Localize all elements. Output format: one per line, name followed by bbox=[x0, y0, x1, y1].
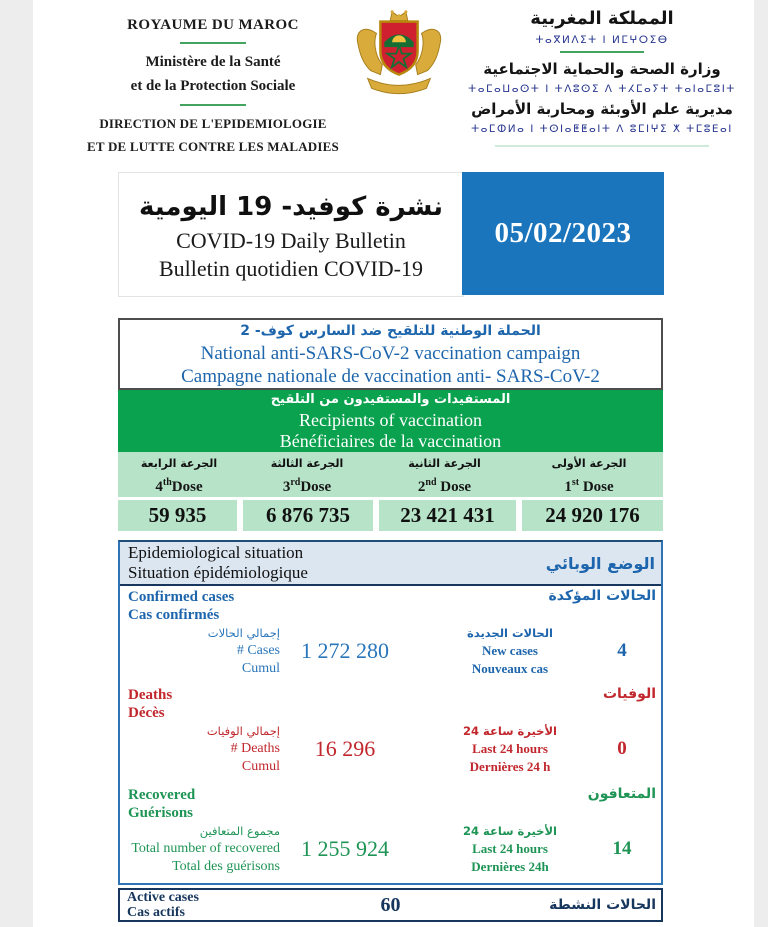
campaign-english: National anti-SARS-CoV-2 vaccination campaign bbox=[200, 343, 581, 364]
recovered-new-labels: 24 ساعة‎ الأخيرة Last 24 hours Dernières 24h bbox=[463, 824, 557, 874]
divider bbox=[560, 51, 644, 53]
page-margin-right bbox=[754, 0, 768, 927]
confirmed-cumulative-labels: إجمالي الحالات # Cases Cumul bbox=[207, 626, 280, 676]
confirmed-cumulative-value: 1 272 280 bbox=[301, 638, 389, 663]
direction-tifinagh: ⵜⴰⵎⵀⵍⴰ ⵏ ⵜⵙⵏⴰⵟⵟⴰⵏⵜ ⴷ ⵓⵎⵏⵖⵉ ⵅ ⵜⵎⵓⴹⴰⵏ bbox=[471, 123, 733, 135]
confirmed-title-arabic: الحالات المؤكدة bbox=[548, 588, 656, 604]
bulletin-title-english: COVID-19 Daily Bulletin bbox=[176, 227, 406, 253]
dose-header-row bbox=[118, 452, 663, 497]
deaths-section bbox=[120, 682, 661, 782]
deaths-title-latin: Deaths Décès bbox=[128, 687, 173, 721]
campaign-french: Campagne nationale de vaccination anti- SARS-CoV-2 bbox=[181, 366, 600, 387]
active-cases-arabic: الحالات النشطة bbox=[549, 897, 656, 913]
confirmed-new-value: 4 bbox=[617, 640, 627, 661]
confirmed-data-row bbox=[120, 624, 661, 678]
header-arabic-block bbox=[450, 6, 754, 147]
bulletin-title-arabic: نشرة كوفيد- 19 اليومية bbox=[138, 191, 444, 222]
dose-2nd-value: 23 421 431 bbox=[379, 500, 516, 531]
confirmed-cases-section bbox=[120, 586, 661, 682]
header-french-block bbox=[86, 14, 340, 158]
epidemiology-header-latin: Epidemiological situation Situation épidémiologique bbox=[128, 543, 308, 582]
ministry-line-2: et de la Protection Sociale bbox=[130, 78, 296, 94]
dose-1st-value: 24 920 176 bbox=[522, 500, 663, 531]
dose-4th-value: 59 935 bbox=[118, 500, 237, 531]
divider bbox=[180, 104, 246, 106]
kingdom-title: ROYAUME DU MAROC bbox=[127, 17, 299, 33]
direction-line-2: ET DE LUTTE CONTRE LES MALADIES bbox=[87, 139, 339, 154]
active-cases-value: 60 bbox=[380, 893, 401, 916]
recipients-banner bbox=[118, 390, 663, 452]
dose-values-row bbox=[118, 500, 663, 531]
deaths-new-value: 0 bbox=[617, 738, 627, 759]
kingdom-title-tifinagh: ⵜⴰⴳⵍⴷⵉⵜ ⵏ ⵍⵎⵖⵔⵉⴱ bbox=[535, 34, 669, 46]
deaths-cumulative-labels: إجمالي الوفيات # Deaths Cumul bbox=[206, 724, 280, 774]
recipients-arabic: المستفيدات والمستفيدون من التلقيح bbox=[270, 392, 511, 407]
page-margin-left bbox=[0, 0, 33, 927]
deaths-title-arabic: الوفيات bbox=[602, 686, 656, 702]
recipients-english: Recipients of vaccination bbox=[299, 410, 482, 430]
direction-arabic: مديرية علم الأوبئة ومحاربة الأمراض bbox=[471, 100, 733, 118]
dose-header-3rd: الجرعة الثالثة 3rdDose bbox=[270, 457, 344, 495]
dose-header-1st: الجرعة الأولى 1st Dose bbox=[551, 457, 627, 495]
bulletin-title-french: Bulletin quotidien COVID-19 bbox=[159, 255, 423, 281]
recovered-new-value: 14 bbox=[612, 838, 632, 859]
vaccination-section bbox=[118, 318, 663, 531]
recovered-cumulative-labels: مجموع المتعافين Total number of recovered Total des guérisons bbox=[131, 824, 280, 874]
morocco-coat-of-arms-icon bbox=[350, 5, 448, 101]
bulletin-title-box bbox=[118, 172, 464, 297]
recovered-data-row bbox=[120, 822, 661, 876]
recipients-french: Bénéficiaires de la vaccination bbox=[279, 431, 502, 451]
recovered-title-arabic: المتعافون bbox=[587, 786, 656, 802]
ministry-tifinagh: ⵜⴰⵎⴰⵡⴰⵙⵜ ⵏ ⵜⴷⵓⵙⵉ ⴷ ⵜⵃⵎⴰⵢⵜ ⵜⴰⵏⴰⵎⵓⵏⵜ bbox=[468, 83, 736, 95]
recovered-section bbox=[120, 782, 661, 876]
dose-header-4th: الجرعة الرابعة 4thDose bbox=[140, 457, 218, 495]
direction-line-1: DIRECTION DE L'EPIDEMIOLOGIE bbox=[99, 116, 327, 131]
deaths-new-labels: 24 ساعة‎ الأخيرة Last 24 hours Dernières 24 h bbox=[463, 724, 557, 774]
confirmed-new-labels: الحالات الجديدة New cases Nouveaux cas bbox=[467, 626, 553, 676]
divider bbox=[495, 145, 709, 147]
divider bbox=[180, 42, 246, 44]
epidemiology-section bbox=[118, 540, 663, 885]
bulletin-date: 05/02/2023 bbox=[462, 172, 664, 295]
campaign-box bbox=[118, 318, 663, 390]
deaths-cumulative-value: 16 296 bbox=[314, 736, 376, 761]
epidemiology-header-arabic: الوضع الوبائي bbox=[545, 553, 655, 573]
recovered-cumulative-value: 1 255 924 bbox=[301, 836, 389, 861]
deaths-data-row bbox=[120, 722, 661, 776]
kingdom-title-arabic: المملكة المغربية bbox=[530, 8, 674, 29]
dose-3rd-value: 6 876 735 bbox=[243, 500, 373, 531]
epidemiology-header bbox=[120, 542, 661, 586]
ministry-line-1: Ministère de la Santé bbox=[145, 54, 281, 70]
active-cases-box bbox=[118, 888, 663, 922]
dose-header-2nd: الجرعة الثانية 2nd Dose bbox=[408, 457, 481, 495]
active-cases-labels: Active cases Cas actifs bbox=[127, 890, 199, 920]
campaign-arabic: الحملة الوطنية للتلقيح ضد السارس كوف- 2 bbox=[240, 323, 541, 339]
ministry-arabic: وزارة الصحة والحماية الاجتماعية bbox=[483, 60, 721, 78]
confirmed-title-latin: Confirmed cases Cas confirmés bbox=[128, 589, 235, 623]
recovered-title-latin: Recovered Guérisons bbox=[128, 787, 196, 821]
